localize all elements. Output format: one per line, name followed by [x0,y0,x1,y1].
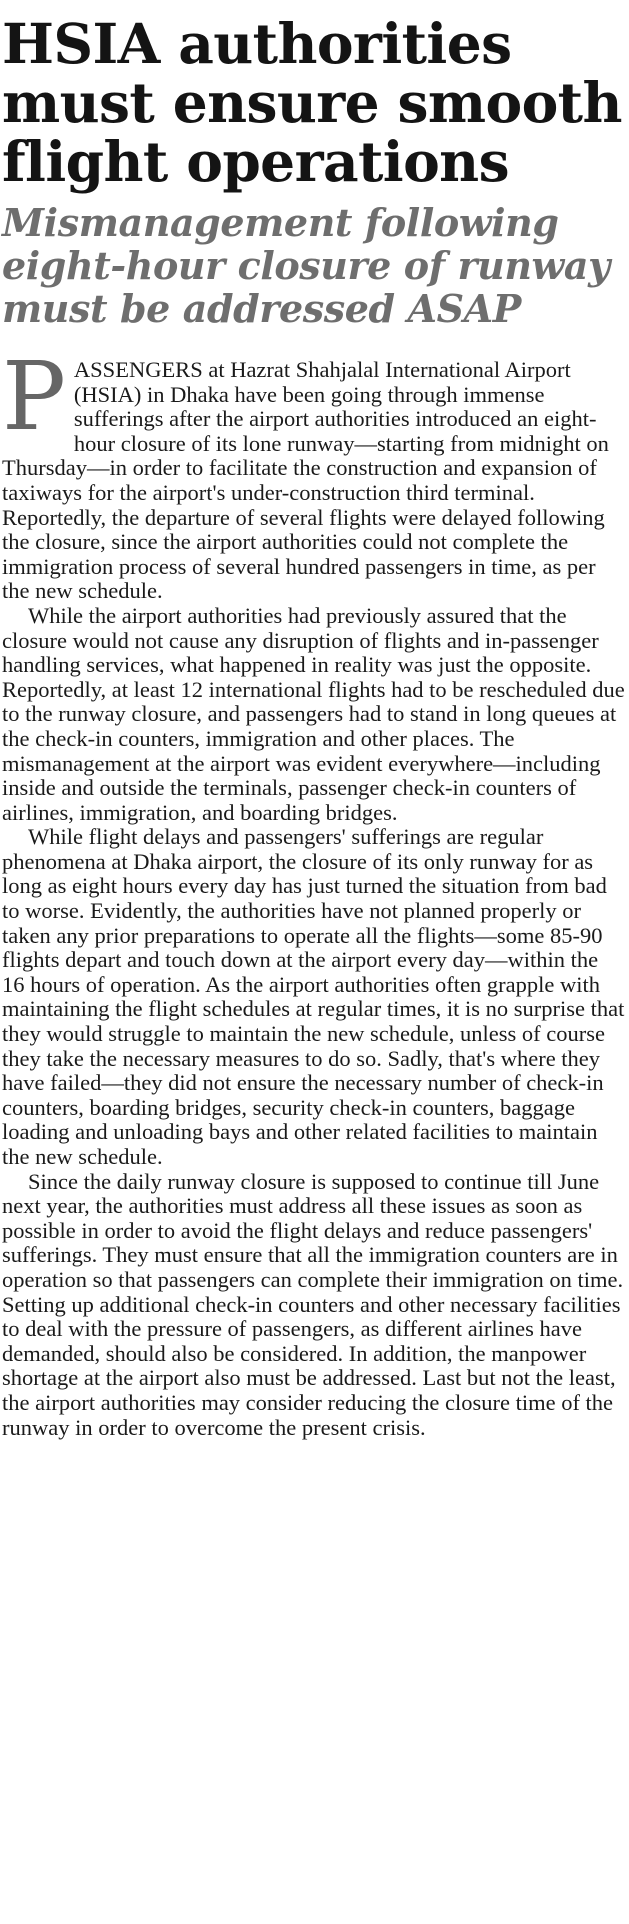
paragraph-1-text: ASSENGERS at Hazrat Shahjalal International Airport (HSIA) in Dhaka have been going through immense sufferings after the airport authorities introduced an eight-hour closure of its lone runway—starting from midnight on Thursday—in order to facilitate the construction and expansion of taxiways for the airport's under-construction third terminal. Reportedly, the departure of several flights were delayed following the closure, since the airport authorities could not complete the immigration process of several hundred passengers in time, as per the new schedule. [2,357,609,604]
paragraph-2: While the airport authorities had previously assured that the closure would not cause any disruption of flights and in-passenger handling services, what happened in reality was just the opposite. Reportedly, at least 12 international flights had to be rescheduled due to the runway closure, and passengers had to stand in long queues at the check-in counters, immigration and other places. The mismanagement at the airport was evident everywhere—including inside and outside the terminals, passenger check-in counters of airlines, immigration, and boarding bridges. [2,602,625,825]
paragraph-1 [2,342,626,604]
headline: HSIA authorities must ensure smooth flight operations [2,11,622,194]
article-body [2,342,626,1440]
paragraph-3: While flight delays and passengers' sufferings are regular phenomena at Dhaka airport, the closure of its only runway for as long as eight hours every day has just turned the situation from bad to worse. Evidently, the authorities have not planned properly or taken any prior preparations to operate all the flights—some 85-90 flights depart and touch down at the airport every day—within the 16 hours of operation. As the airport authorities often grapple with maintaining the flight schedules at regular times, it is no surprise that they would struggle to maintain the new schedule, unless of course they take the necessary measures to do so. Sadly, that's where they have failed—they did not ensure the necessary number of check-in counters, boarding bridges, security check-in counters, baggage loading and unloading bays and other related facilities to maintain the new schedule. [2,824,625,1169]
drop-cap: P [2,342,66,452]
paragraph-4: Since the daily runway closure is supposed to continue till June next year, the authorities must address all these issues as soon as possible in order to avoid the flight delays and reduce passengers' sufferings. They must ensure that all the immigration counters are in operation so that passengers can complete their immigration on time. Setting up additional check-in counters and other necessary facilities to deal with the pressure of passengers, as different airlines have demanded, should also be considered. In addition, the manpower shortage at the airport also must be addressed. Last but not the least, the airport authorities may consider reducing the closure time of the runway in order to overcome the present crisis. [2,1168,624,1440]
subheadline: Mismanagement following eight-hour closure of runway must be addressed ASAP [2,200,610,331]
